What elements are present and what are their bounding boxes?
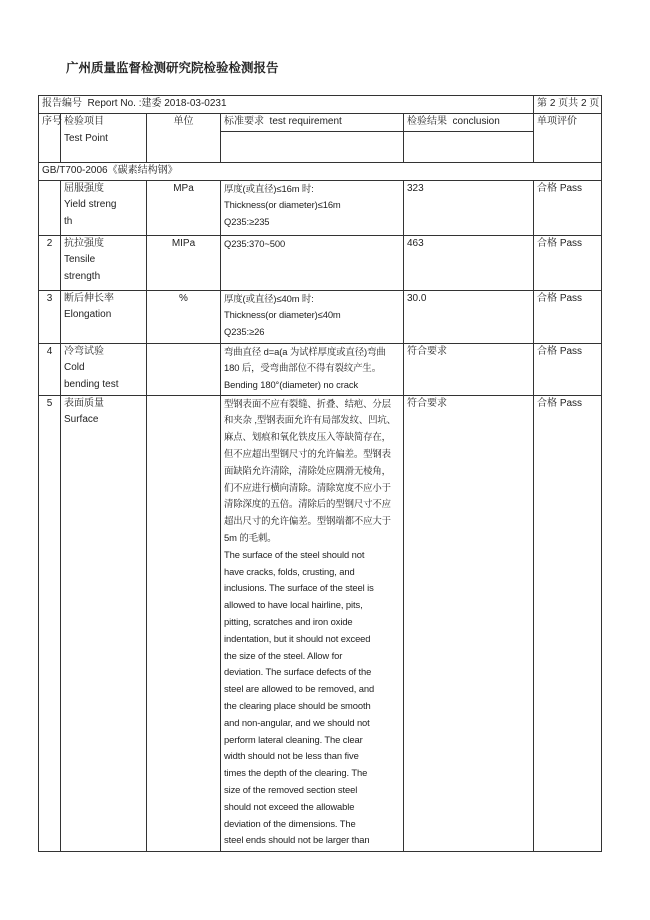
test-item: 表面质量 Surface: [61, 395, 147, 851]
result: 323: [404, 180, 534, 235]
row-number: [39, 180, 61, 235]
requirement: 厚度(或直径)≤16m 时: Thickness(or diameter)≤16m Q235:≥235: [221, 180, 404, 235]
row-number: 5: [39, 395, 61, 851]
header-divider: [404, 131, 533, 162]
result: 符合要求: [404, 343, 534, 395]
table-row: [39, 343, 602, 395]
table-row: [39, 395, 602, 851]
header-no: 序号: [39, 113, 61, 162]
test-item: 断后伸长率 Elongation: [61, 290, 147, 343]
requirement: Q235:370~500: [221, 235, 404, 290]
standard-section: GB/T700-2006《碳素结构钢》: [39, 162, 602, 180]
row-number: 3: [39, 290, 61, 343]
evaluation: 合格 Pass: [534, 235, 602, 290]
unit: [147, 395, 221, 851]
result: 符合要求: [404, 395, 534, 851]
header-requirement-label: 标准要求 test requirement: [224, 115, 342, 127]
row-number: 4: [39, 343, 61, 395]
result: 30.0: [404, 290, 534, 343]
evaluation: 合格 Pass: [534, 395, 602, 851]
test-results-table: [38, 95, 602, 852]
requirement: 弯曲直径 d=a(a 为试样厚度或直径)弯曲 180 后，受弯曲部位不得有裂纹产生。 Bending 180°(diameter) no crack: [221, 343, 404, 395]
evaluation: 合格 Pass: [534, 343, 602, 395]
report-number: 报告编号 Report No. :建委 2018-03-0231: [39, 96, 534, 114]
requirement: 型钢表面不应有裂缝、折叠、结疤、分层 和夹杂 ,型钢表面允许有局部发纹、凹坑、 麻点、划痕和氧化铁皮压入等缺简存在， 但不应超出型钢尺寸的允许偏差。型钢表 面缺陷允许清除，清除处应隅滑无棱角， 们不应进行横向清除。清除宽度不应小于 清除深度的五倍。清除后的型钢尺寸不应 超出尺寸的允许偏差。型钢端都不应大于 5m 的毛刺。 The surface of the steel should not have cracks, folds, crusting, and inclusions. The surface of the steel is allowed to have local hairline, pits, pitting, scratches and iron oxide indentation, but it should not exceed the size of the steel. Allow for deviation. The surface defects of the steel are allowed to be removed, and the clearing place should be smooth and non-angular, and we should not perform lateral cleaning. The clear width should not be less than five times the depth of the clearing. The size of the removed section steel should not exceed the allowable deviation of the dimensions. The steel ends should not be larger than: [221, 395, 404, 851]
row-number: 2: [39, 235, 61, 290]
unit: %: [147, 290, 221, 343]
evaluation: 合格 Pass: [534, 290, 602, 343]
header-unit: 单位: [147, 113, 221, 162]
test-item: 冷弯试验 Cold bending test: [61, 343, 147, 395]
header-divider: [221, 131, 403, 162]
unit: MIPa: [147, 235, 221, 290]
report-title: 广州质量监督检测研究院检验检测报告: [66, 61, 279, 75]
requirement: 厚度(或直径)≤40m 时: Thickness(or diameter)≤40m Q235:≥26: [221, 290, 404, 343]
page-info: 第 2 页共 2 页: [534, 96, 602, 114]
unit: MPa: [147, 180, 221, 235]
test-item: 屈服强度 Yield streng th: [61, 180, 147, 235]
evaluation: 合格 Pass: [534, 180, 602, 235]
header-result: [404, 113, 534, 162]
header-requirement: [221, 113, 404, 162]
unit: [147, 343, 221, 395]
table-row: [39, 290, 602, 343]
table-row: [39, 180, 602, 235]
header-result-label: 检验结果 conclusion: [407, 115, 500, 127]
table-row: [39, 235, 602, 290]
header-item: 检验项目 Test Point: [61, 113, 147, 162]
header-eval: 单项评价: [534, 113, 602, 162]
result: 463: [404, 235, 534, 290]
test-item: 抗拉强度 Tensile strength: [61, 235, 147, 290]
